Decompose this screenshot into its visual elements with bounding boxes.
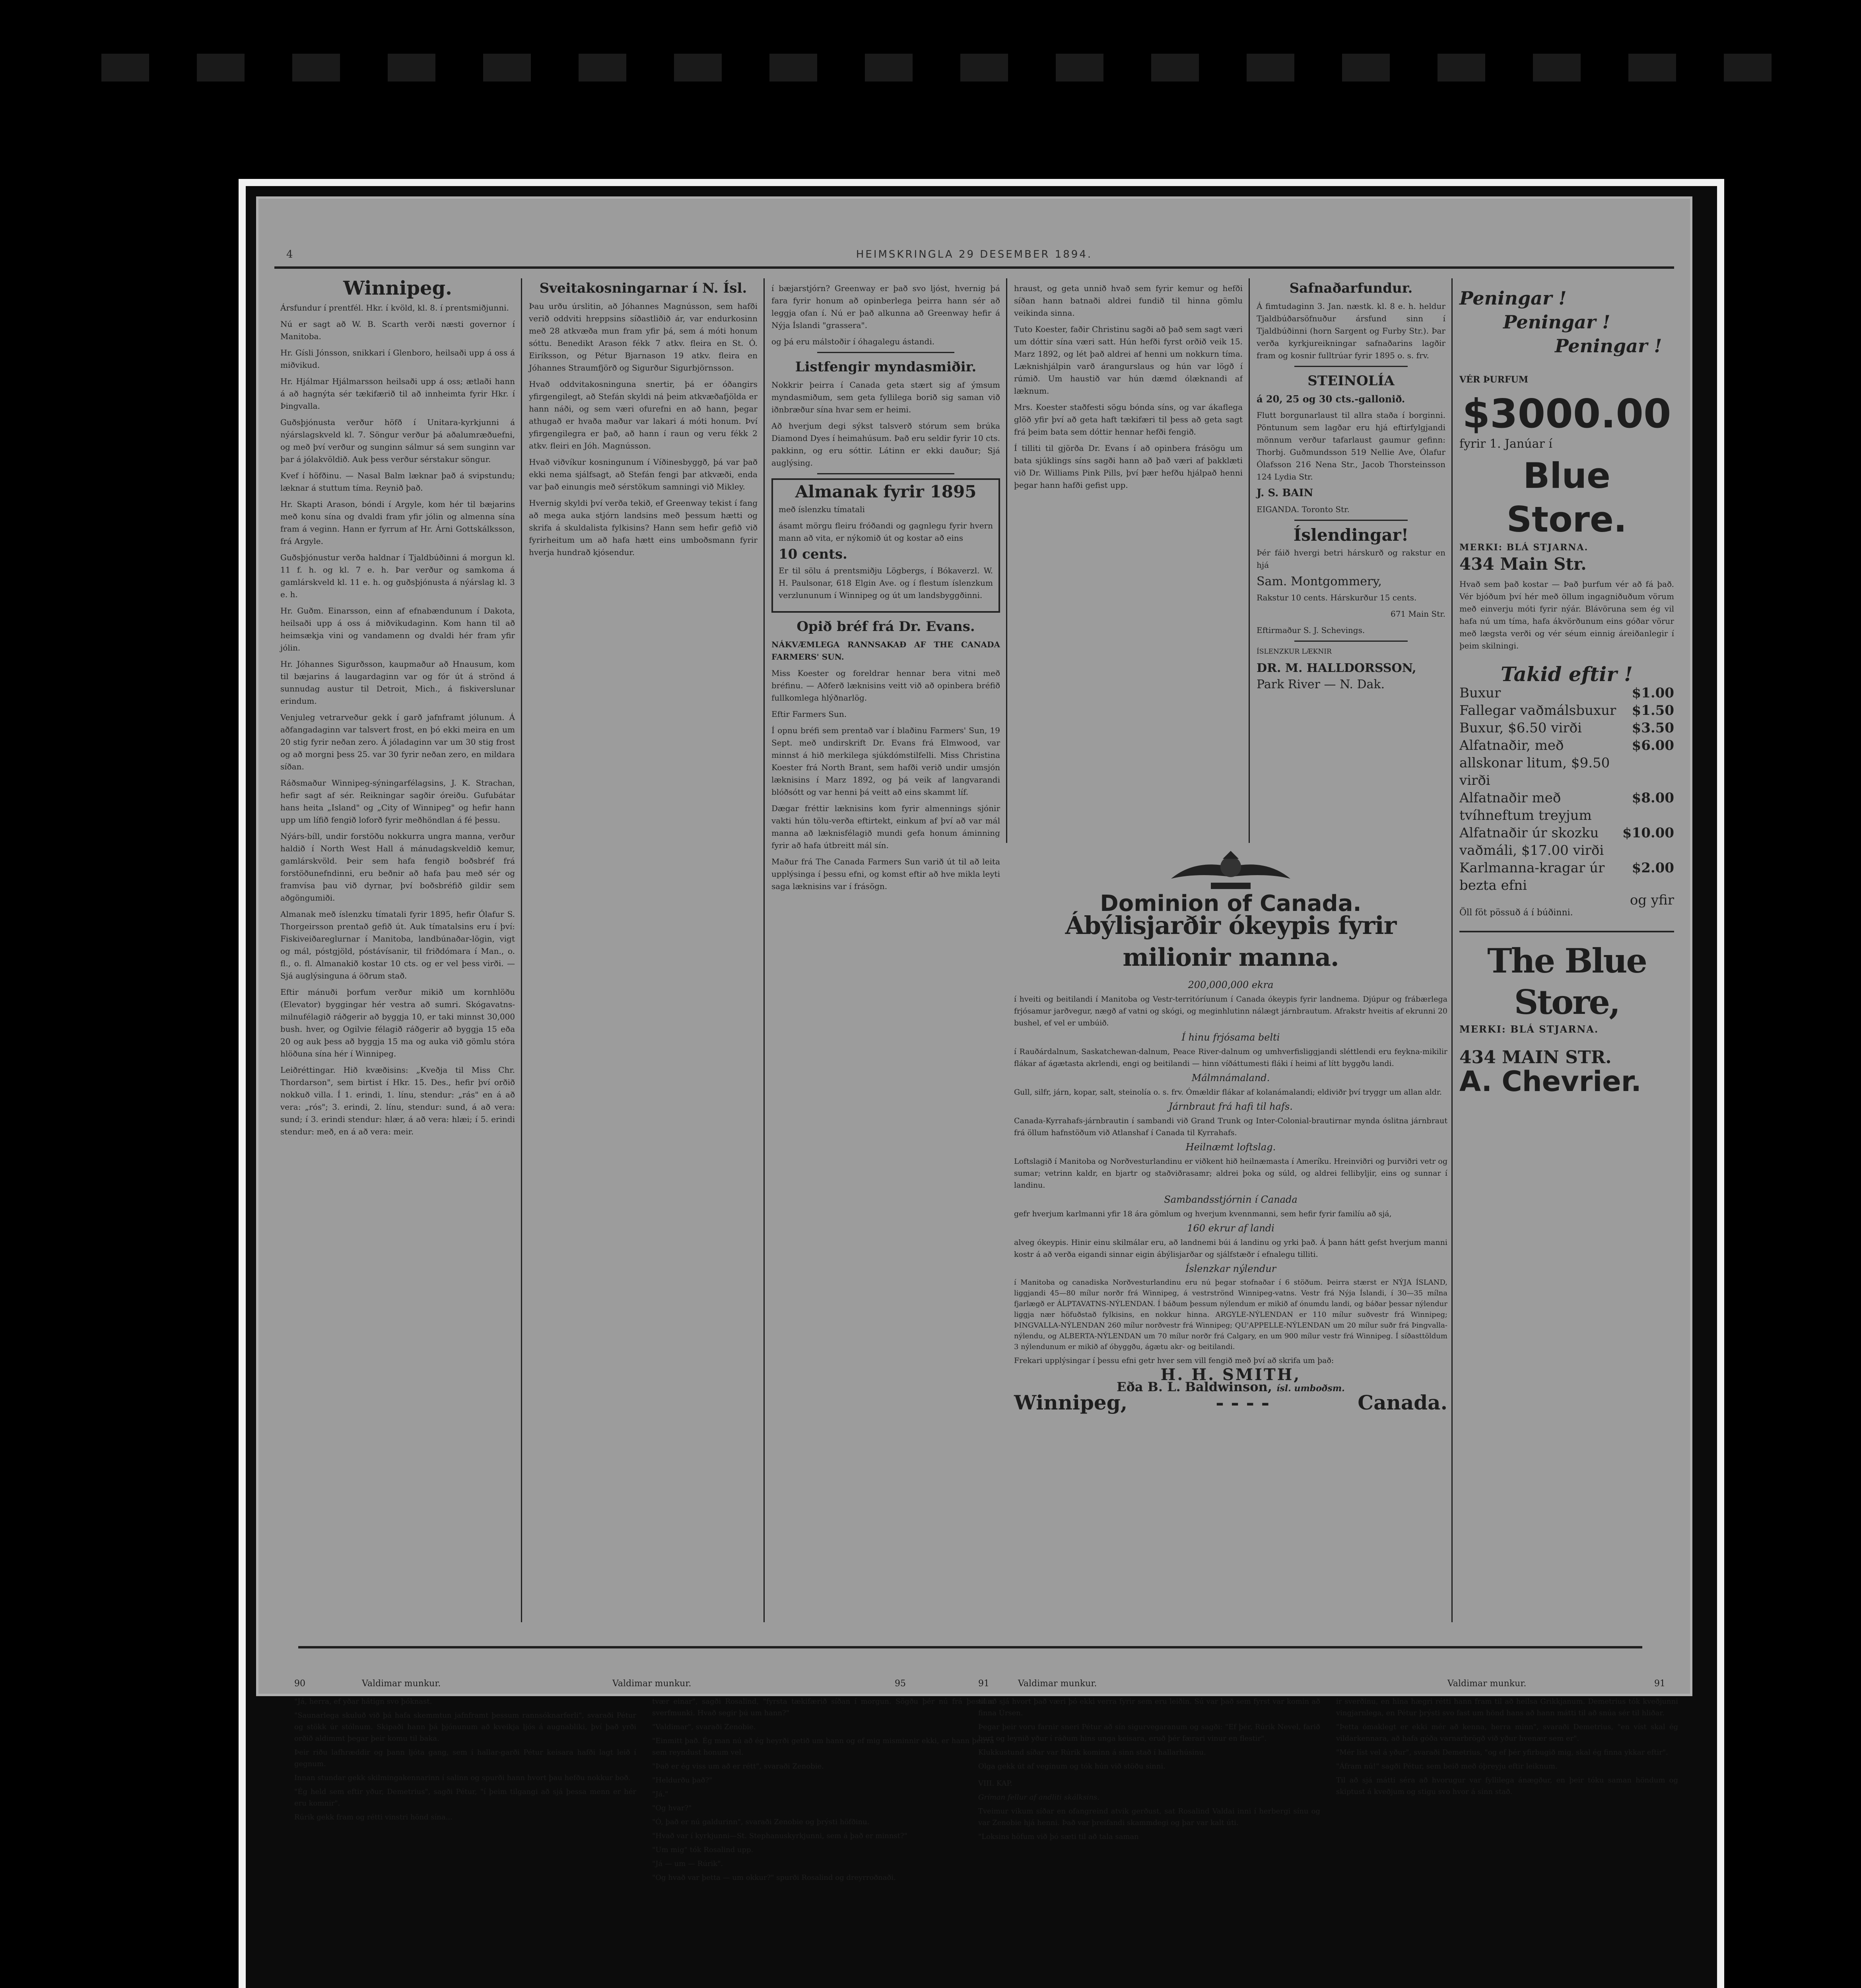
contact-name: Eða B. L. Baldwinson,: [1117, 1379, 1272, 1394]
peningar-line: Peningar !: [1459, 287, 1567, 309]
article-paragraph: Eftir Farmers Sun.: [771, 709, 847, 719]
price-item: Alfatnaðir með tvíhneftum treyjum: [1459, 790, 1592, 823]
book-column: [652, 1696, 994, 1886]
article-paragraph: Þau urðu úrslitin, að Jóhannes Magnússon, sem hafði verið oddviti hreppsins síðastliðið ár, var endurkosinn með 28 atkvæða mun fram yfir þá, sem á móti honum sóttu. Benedikt Arason fékk 7 atkv. fleira en St. Ó. Eiríksson, og Pétur Bjarnason 19 atkv. fleira en Jóhannes Straumfjörð og Sigurður Sigurbjörnsson.: [529, 301, 758, 373]
book-paragraph: "Ó, það er nú galdurinn", svaraði Zenobie og þrýsti höfðinu.: [652, 1818, 870, 1826]
book-paragraph: "Áfram nú!" sagði Pétur, sem beið með óþreyju eftir leiknum.: [1336, 1762, 1558, 1771]
notice-subtitle: á 20, 25 og 30 cts.-gallonið.: [1257, 393, 1405, 405]
ad-text: Canada-Kyrrahafs-járnbrautin í sambandi við Grand Trunk og Inter-Colonial-brautirnar mynda óslitna járnbraut frá öllum hafnstöðum við Atlanshaf í Canada til Kyrrahafs.: [1014, 1116, 1447, 1137]
price-value: $10.00: [1622, 825, 1674, 841]
news-item: Leiðréttingar. Hið kvæðisins: „Kveðja til Miss Chr. Thordarson", sem birtist í Hkr. 15. Des., hefir því orðið nokkuð villa. Í 1. erindi, 1. línu, stendur: „rás" en á að vera: „rós"; 3. erindi, 2. línu, stendur: sund, á að vera: sund; í 3. erindi stendur: hlær, á að vera: hlæi; í 5. erindi stendur: með, en á að vera: meir.: [280, 1065, 515, 1136]
coat-of-arms-icon: [1163, 851, 1298, 895]
price-value: $8.00: [1632, 790, 1674, 806]
book-paragraph: Til að sjá mátti séra að hvorugur var fyllilega ánægður, en þeir tóku saman höndum og skiptust á kveðjum og stigu svo hvor á sinn stað.: [1336, 1776, 1678, 1796]
price-row: [1459, 737, 1674, 789]
news-item: Eftir mánuði þorfum verður mikið um kornhlöðu (Elevator) byggingar hér vestra að sumri. Skógavatns-milnufélagið ráðgerir að byggja 10, er taki minnst 30,000 bush. hver, og Ogilvie félagið ráðgerir að byggja 15 eða 20 og auk þess að byggja 15 ma og auka við gömlu stóra hlöðuna sína hér í Winnipeg.: [280, 987, 515, 1058]
section-heading: Íslenzkar nýlendur: [1185, 1263, 1276, 1274]
article-paragraph: Maður frá The Canada Farmers Sun varið út til að leita upplýsinga í þessu efni, og komst eftir að hve mikla leyti saga læknisins var í frásögn.: [771, 857, 1000, 891]
article-paragraph: Í opnu bréfi sem prentað var í blaðinu Farmers' Sun, 19 Sept. með undirskrift Dr. Evans frá Elmwood, var minnst á hið merkilega sjúkdómstilfelli. Miss Christina Koester frá North Brant, sem hafði verið undir umsjón læknisins í Marz 1892, og þá veik af langvarandi blóðsótt og var henni þá veitt að eins skammt líf.: [771, 726, 1000, 797]
price-item: Alfatnaðir, með allskonar litum, $9.50 virði: [1459, 738, 1610, 788]
article-paragraph: og þá eru málstoðir í óhagalegu ástandi.: [771, 337, 935, 346]
news-item: Hr. Guðm. Einarsson, einn af efnabændunum í Dakota, heilsaði upp á oss á miðvikudaginn. Kom hann til að heimsækja vini og vandamenn og dvaldi hér fram yfir jólin.: [280, 606, 515, 652]
ad-label: VÉR ÞURFUM: [1459, 375, 1529, 385]
book-header: [978, 1678, 1686, 1690]
ad-title: Dominion of Canada.: [1100, 891, 1362, 916]
book-paragraph: "Þetta ómaklegt er ekki mér að kenna, herra minn", svaraði Demetrius, "en víst skal ég vildarkennara, að hafa góða varnarbrögð við yður hvenær sem er".: [1336, 1723, 1678, 1743]
ad-text: gefr hverjum karlmanni yfir 18 ára gömlum og hverjum kvennmanni, sem hefir fyrir familíu að sjá,: [1014, 1209, 1392, 1218]
news-item: Guðsþjónusta verður höfð í Unitara-kyrkjunni á nýárslagskveld kl. 7. Söngur verður þá aðalumræðuefni, og með því verður og sunginn sálmur sá sem sunginn var þar á jólakvöldið. Auk þess verður sérstakur söngur.: [280, 417, 515, 464]
divider: [1294, 641, 1408, 642]
book-title: Valdimar munkur.: [1447, 1679, 1527, 1689]
section-heading: Í hinu frjósama belti: [1181, 1032, 1280, 1043]
ad-text: Loftslagið í Manitoba og Norðvesturlandinu er viðkent hið heilnæmasta í Ameríku. Hreinviðri og þurviðri vetr og sumar; vetrinn kaldr, en bjartr og staðviðrasamr; aldrei þoka og súld, og aldrei fellibyljir, eins og sunnar í landinu.: [1014, 1157, 1447, 1190]
price-item: Buxur: [1459, 685, 1501, 701]
book-paragraph: "Já.": [652, 1790, 668, 1798]
notice-title: STEINOLÍA: [1307, 373, 1395, 389]
book-page-number: 91: [1654, 1679, 1665, 1689]
notice-address: Park River — N. Dak.: [1257, 678, 1385, 691]
price-item: Buxur, $6.50 virði: [1459, 720, 1582, 736]
column-sveitakosningar: [529, 282, 758, 563]
price-item: Karlmanna-kragar úr bezta efni: [1459, 860, 1605, 893]
book-column: [978, 1696, 1320, 1845]
notice-text: Eftirmaður S. J. Schevings.: [1257, 625, 1365, 635]
article-paragraph: Hvað oddvitakosninguna snertir, þá er óðangirs yfirgengilegt, að Stefán skyldi ná þeim atkvæðafjölda er hann náði, og sem væri ofurefni en að hann, þegar athugað er hvaða maður var lakari á móti honum. Því yfirgengilegra er það, að hann í raun og veru fékk 2 atkv. fleiri en Jóh. Magnússon.: [529, 379, 758, 450]
running-title: HEIMSKRINGLA 29 DESEMBER 1894.: [856, 248, 1093, 260]
news-item: Nýárs-bíll, undir forstöðu nokkurra ungra manna, verður haldið í North West Hall á mánudagskveldið kemur, gamlárskvöld. Þeir sem hafa fengið boðsbréf frá forstöðunefndinni, eru beðnir að hafa þau með sér og framvísa þau við dyrnar, því boðsbréfið gildir sem aðgöngumiði.: [280, 831, 515, 903]
section-heading: Málmnámaland.: [1191, 1072, 1270, 1083]
divider: [1294, 520, 1408, 521]
book-paragraph: "Og hvar?": [652, 1804, 692, 1812]
news-item: Nú er sagt að W. B. Scarth verði næsti governor í Manitoba.: [280, 319, 515, 341]
news-item: Hr. Skapti Arason, bóndi í Argyle, kom hér til bæjarins með konu sína og dvaldi fram yfir jólin og almenna sína fram á veginn. Hann er fyrrum af Hr. Árni Gottskálksson, frá Argyle.: [280, 499, 515, 546]
ad-text: Er til sölu á prentsmiðju Lögbergs, í Bókaverzl. W. H. Paulsonar, 618 Elgin Ave. og í flestum íslenzkum verzlununum í Winnipeg og út um landsbyggðinni.: [779, 566, 993, 600]
ad-headline: Ábýlisjarðir ókeypis fyrir milionir manna.: [1065, 911, 1397, 972]
book-paragraph: "Það er ég viss um að er rétt", svaraði Zenobie.: [652, 1762, 824, 1771]
book-paragraph: "Ég held sem eftir yður, Demetrius", sagði Pétur, "í þeim tilgangi að sjá þessa menn er hér eru komnir".: [294, 1788, 636, 1807]
page-number: 4: [286, 248, 293, 260]
chapter-subtitle: Gríman fellur af andliti skálksins.: [978, 1793, 1100, 1802]
header-rule: [274, 266, 1674, 269]
ad-subtitle: með íslenzku tímatali: [779, 505, 865, 514]
price-row: [1459, 824, 1674, 859]
column-divider: [1006, 278, 1007, 843]
film-perforation-top: [54, 54, 1807, 82]
book-paragraph: "Hvað var í kyrkjunni—St. Stephanuskyrkjunni, sem á það er minnst?": [652, 1832, 907, 1840]
notice-label: ÍSLENZKUR LÆKNIR: [1257, 648, 1332, 656]
news-item: Venjuleg vetrarveður gekk í garð jafnframt jólunum. Á aðfangadaginn var talsvert frost, en þó ekki meira en um 20 stig fyrir neðan zero. Á jóladaginn var um 30 stig frost og að morgni þess 25. var 30 fyrir neðan zero, en mildara síðan.: [280, 712, 515, 771]
book-paragraph: "Saunarlega skuluð við þá hafa skemmtun jafnframt þessum rannsóknarferli", svaraði Pétur og stökk úr stólnum. Skipaði hann þá þjónunum að kveikja ljós á augnabliki, því það yrði orðið aldimmt þegar þeir komu til baka.: [294, 1711, 636, 1743]
book-column: [1336, 1696, 1678, 1800]
column-3: [771, 282, 1000, 897]
book-paragraph: tvær einar", sagði Rosalind, "fyrsta tækifærið síðan í morgun. Sögðu þér nú frá þessum sverfmunki. Hvað segir þú um hann?": [652, 1697, 994, 1717]
notice-title: Íslendingar!: [1293, 525, 1409, 545]
article-paragraph: Hvernig skyldi því verða tekið, ef Greenway tekist í fang að mega auka stjórn landsins með þessum hætti og skrifa á skuldalista fylkisins? Hann sem hefir gefið við fyrirheitum um að hafa hætt eins umboðsmann fyrir hverja hundrað kjósendur.: [529, 498, 758, 557]
column-divider: [763, 278, 765, 1622]
price-value: $1.50: [1632, 703, 1674, 718]
book-title: Valdimar munkur.: [362, 1679, 441, 1689]
book-paragraph: Innan stundar gekk skilmingakennarinn í salinn og spurði hann hvort þau hefðu nokkur boð.: [294, 1774, 631, 1782]
book-paragraph: "Loksins höfum við þó sæti til að tala saman: [978, 1833, 1139, 1841]
price-note: og yfir: [1630, 892, 1674, 908]
column-divider: [1249, 278, 1250, 843]
newspaper-page: [258, 199, 1690, 1882]
bottom-rule: [298, 1646, 1642, 1648]
book-paragraph: ir sverðinu, en hina hægri rétti hann fram til að heilsa Grikkjanum. Demetrius tók kveðjunni vingjarnlega, en Pétur þrýsti svo fast um hönd hans að hann mátti til að snúa sér til hliðar.: [1336, 1697, 1678, 1717]
news-item: Hr. Jóhannes Sigurðsson, kaupmaður að Hnausum, kom til bæjarins á laugardaginn var og fór út á strönd á sunnudag austur til Detroit, Mich., á fiskiverslunar erindum.: [280, 659, 515, 706]
notice-text: Rakstur 10 cents. Hárskurður 15 cents.: [1257, 593, 1417, 602]
ad-text: Hvað sem það kostar — Það þurfum vér að fá það. Vér bjóðum því hér með öllum ingagniðuðum vörum með einverju móti fyrir nýár. Blávöruna sem ég vil hafa nú um tíma, hafa ákvörðunum eins góðar vörur með lægsta verði og vér séum einnig áreiðanlegir í þeim skilningi.: [1459, 579, 1674, 650]
article-paragraph: Í tilliti til gjörða Dr. Evans í að opinbera frásögu um bata sjúklings síns sagði hann að það væri af þakklæti við Dr. Williams Pink Pills, því þær hefðu hjálpað henni þegar hann hafði gefist upp.: [1014, 443, 1243, 490]
ad-acres: 200,000,000 ekra: [1188, 979, 1274, 990]
ad-text: Frekari upplýsingar í þessu efni getr hver sem vill fengið með því að skrifa um það:: [1014, 1356, 1334, 1365]
price-row: [1459, 789, 1674, 824]
peningar-line: Peningar !: [1555, 335, 1662, 357]
book-title: Valdimar munkur.: [612, 1679, 692, 1689]
book-paragraph: "Um mig" tók Rosalind upp.: [652, 1846, 754, 1854]
price-row: [1459, 719, 1674, 737]
city-name: Winnipeg,: [1014, 1391, 1128, 1414]
ad-heading: Takid eftir !: [1501, 662, 1633, 686]
book-page-number: 90: [294, 1679, 305, 1689]
column-5-notices: [1257, 282, 1445, 695]
book-title: Valdimar munkur.: [1018, 1679, 1097, 1689]
section-heading: Sambandsstjórnin í Canada: [1164, 1194, 1298, 1205]
book-column: [294, 1696, 636, 1825]
article-paragraph: Tuto Koester, faðir Christinu sagði að það sem sagt væri um dóttir sína væri satt. Hún hefði fyrst orðið veik 15. Marz 1892, og lét það aldrei af henni um nokkurn tíma. Læknishjálpin varð árangurslaus og hún var lögð í rúmið. Um haustið var hún dæmd ólæknandi af læknum.: [1014, 324, 1243, 396]
price-row: [1459, 684, 1674, 702]
notice-name: DR. M. HALLDORSSON,: [1257, 661, 1416, 675]
book-paragraph: Tveimur vikum síðar en ofangreind atvik gerðust, sat Rosalind Valdai inni í herbergi sínu og var Zenobie hjá henni. Það var þreifandi skammdegi og þar var kalt úti.: [978, 1807, 1320, 1827]
ad-text: í Manitoba og canadiska Norðvesturlandinu eru nú þegar stofnaðar í 6 stöðum. Þeirra stærst er NÝJA ÍSLAND, liggjandi 45—80 mílur norðr frá Winnipeg, á vestrströnd Winnipeg-vatns. Vestr frá Nýja Íslandi, í 30—35 mílna fjarlægð er ÁLPTAVATNS-NÝLENDAN. Í báðum þessum nýlendum er mikið af ónumdu landi, og báðar þessar nýlendur liggja nær höfuðstað fylkisins, en nokkur hinna. ARGYLE-NÝLENDAN er 110 mílur suðvestr frá Winnipeg; ÞINGVALLA-NÝLENDAN 260 mílur norðvestr frá Winnipeg; QU'APPELLE-NÝLENDAN um 20 mílur suðr frá Þingvalla-nýlendu, og ALBERTA-NÝLENDAN um 70 mílur norðr frá Calgary, en um 900 mílur vestr frá Winnipeg. Í síðasttöldum 3 nýlendunum er mikið af óbyggðu, ágætu akr- og beitilandi.: [1014, 1278, 1447, 1351]
contact-name: H. H. SMITH,: [1160, 1365, 1301, 1384]
price-value: $2.00: [1632, 860, 1674, 876]
news-item: Guðsþjónustur verða haldnar í Tjaldbúðinni á morgun kl. 11 f. h. og kl. 7 e. h. Þar verður og samkoma á gamlárskveld kl. 11 e. h. og guðsþjónusta á nýárslag kl. 3 e. h.: [280, 553, 515, 599]
news-item: Ársfundur í prentfél. Hkr. í kvöld, kl. 8. í prentsmiðjunni.: [280, 303, 509, 313]
section-heading: 160 ekrur af landi: [1187, 1223, 1274, 1234]
divider: [817, 473, 954, 474]
ad-amount: $3000.00: [1462, 390, 1671, 437]
price-list: [1459, 684, 1674, 919]
price-note: Öll föt pössuð á í búðinni.: [1459, 908, 1573, 918]
book-paragraph: Þegar þeir voru farnir sneri Pétur að sín sigurvegaranum og sagði: "Ef þér, Rúrik Nevel, farið burt og leynið yður í ráðum hins unga keisara, eruð þér færari vinur en flestir".: [978, 1723, 1320, 1743]
notice-text: Flutt borgunarlaust til allra staða í borginni. Pöntunum sem lagðar eru hjá eftirfylgjandi mönnum verður tafarlaust gaumur gefinn: Thorbj. Guðmundsson 519 Nellie Ave, Ólafur Ólafsson 216 Nena Str., Jacob Thorsteinsson 124 Lydia Str.: [1257, 410, 1445, 481]
store-address: 434 Main Str.: [1459, 554, 1587, 574]
column-divider: [521, 278, 522, 1622]
notice-address: 671 Main Str.: [1390, 609, 1445, 619]
book-paragraph: "Og hvað var þetta — um okkur?" spurði Rosalind og dreyrroðnaði.: [652, 1873, 896, 1882]
book-header: [294, 1678, 1002, 1690]
book-paragraph: "Mér líst vel á yður", svaraði Demetrius, "og ef þér yfirbugið mig, skal ég finna ykkar eftir".: [1336, 1748, 1668, 1757]
book-paragraph: Klukkustund síðar var Rúrik kominn á sinn stað í hallarhúsinu.: [978, 1748, 1206, 1757]
book-paragraph: til að sjá hvort það væri þó ekki verra fyrir sem eru leiðin. Sú var það sem fyrst var komin að finna Úrsen.: [978, 1697, 1320, 1717]
article-paragraph: í bæjarstjórn? Greenway er það svo ljóst, hvernig þá fara fyrir honum að opinberlega þeirra hann sér að leggja ofan í. Nú er það alkunna að Greenway hefir á Nýja Íslandi "grassera".: [771, 283, 1000, 330]
serial-novel-right: [978, 1678, 1686, 1980]
article-title: Listfengir myndasmiðir.: [795, 359, 977, 375]
notice-text: Þér fáið hvergi betri hárskurð og rakstur en hjá: [1257, 548, 1445, 570]
news-item: Hr. Hjálmar Hjálmarsson heilsaði upp á oss; ætlaði hann á að hagnýta sér tækifærið til að innheimta fyrir Hkr. í Þingvalla.: [280, 377, 515, 411]
article-paragraph: Nokkrir þeirra í Canada geta stært sig af ýmsum myndasmiðum, sem geta fyllilega borið sig saman við iðnbræður sína hvar sem er heimi.: [771, 380, 1000, 414]
notice-text: Á fimtudaginn 3. Jan. næstk. kl. 8 e. h. heldur Tjaldbúðarsöfnuður ársfund sinn í Tjaldbúðinni (horn Sargent og Furby Str.). Þar verða kyrkjureikningar safnaðarins lagðir fram og kosnir fulltrúar fyrir 1895 o. s. frv.: [1257, 301, 1445, 360]
store-mark: MERKI: BLÁ STJARNA.: [1459, 1023, 1599, 1035]
book-paragraph: "Einmitt það. Ég man nú að ég heyrði getið um hann og ef mig misminnir ekki, er hann þeirra sem reyndust honum vel.: [652, 1737, 994, 1757]
column-divider: [1451, 278, 1453, 1622]
store-name: The Blue Store,: [1487, 941, 1646, 1022]
article-title: Opið bréf frá Dr. Evans.: [796, 619, 975, 635]
column-6-blue-store-ad: [1459, 286, 1674, 1098]
book-paragraph: Þeir riðu lafhræddir og þann ljóta gang, sem í hallar-garði Pétur keisara hafði lagt leið í gegnum.: [294, 1748, 636, 1768]
article-paragraph: hraust, og geta unnið hvað sem fyrir kemur og hefði síðan hann batnaði aldrei fundið til hinna gömlu veikinda sinna.: [1014, 283, 1243, 318]
store-address: 434 MAIN STR.: [1459, 1047, 1612, 1068]
price-row: [1459, 859, 1674, 894]
book-paragraph: "Já, herra, ef yðar hátign svo þóknast.: [294, 1697, 432, 1706]
column-winnipeg: [280, 277, 515, 1142]
ad-text: Gull, silfr, járn, kopar, salt, steinolía o. s. frv. Ómældir flákar af kolanámalandi; eldiviðr því tryggr um allan aldr.: [1014, 1088, 1442, 1097]
book-paragraph: Rúrik gekk fram og rétti vinstri hönd sína...: [294, 1813, 453, 1821]
article-paragraph: Dægar fréttir læknisins kom fyrir almennings sjónir vakti hún tölu-verða eftirtekt, einkum af því að var mál manna að læknisfélagið mundi gefa honum áminning fyrir að hafa útbreitt mál sín.: [771, 804, 1000, 850]
article-paragraph: Hvað viðvíkur kosningunum í Víðinesbyggð, þá var það ekki nema sjálfsagt, að Stefán fengi þar atkvæði, enda var það einungis með sérstökum samningi við Mikley.: [529, 457, 758, 491]
separator-dashes: - - - -: [1216, 1391, 1270, 1414]
ad-title: Almanak fyrir 1895: [795, 482, 977, 501]
serial-novel-left: [294, 1678, 1002, 1980]
peningar-line: Peningar !: [1503, 311, 1610, 333]
book-paragraph: "Já — um — Rúrik".: [652, 1860, 723, 1868]
news-item: Kvef í höfðinu. — Nasal Balm læknar það á svipstundu; læknar á stuttum tíma. Reynið það.: [280, 471, 515, 493]
price-value: $1.00: [1632, 685, 1674, 701]
column-title: Winnipeg.: [343, 277, 452, 299]
price-row: [1459, 702, 1674, 719]
article-subtitle: NÁKVÆMLEGA RANNSAKAÐ AF THE CANADA FARMERS' SUN.: [771, 640, 1000, 662]
article-paragraph: Að hverjum degi sýkst talsverð stórum sem brúka Diamond Dyes í heimahúsum. Það eru seldir fyrir 10 cts. pakkinn, og eru sóttir. Látinn er ekki dauður; Sjá auglýsing.: [771, 421, 1000, 468]
book-page-number: 95: [895, 1679, 906, 1689]
news-item: Almanak með íslenzku tímatali fyrir 1895, hefir Ólafur S. Thorgeirsson prentað gefið út. Auk tímatalsins eru í því: Fiskiveiðareglurnar í Manitoba, landbúnaðar-lögin, vigt og mál, póstgjöld, póstávísanir, til friðdómara í Man., o. fl., o. fl. Almanakið kostar 10 cts. og er vel þess virði. — Sjá auglýsinguna á öðrum stað.: [280, 909, 515, 980]
price-value: $6.00: [1632, 738, 1674, 753]
ad-text: ásamt mörgu fleiru fróðandi og gagnlegu fyrir hvern mann að vita, er nýkomið út og kostar að eins: [779, 521, 993, 543]
article-paragraph: Mrs. Koester staðfesti sögu bónda síns, og var ákaflega glöð yfir því að geta haft tækifæri til þess að geta sagt frá þeim bata sem dóttir hennar hefði fengið.: [1014, 402, 1243, 437]
price-value: $3.50: [1632, 720, 1674, 736]
store-owner: A. Chevrier.: [1459, 1065, 1641, 1098]
book-page-number: 91: [978, 1679, 989, 1689]
news-item: Hr. Gísli Jónsson, snikkari í Glenboro, heilsaði upp á oss á miðvikud.: [280, 348, 515, 370]
book-paragraph: "Valdimar", svaraði Zenobie.: [652, 1723, 756, 1731]
ad-text: fyrir 1. Janúar í: [1459, 437, 1552, 451]
divider: [1294, 366, 1408, 367]
almanak-ad: [771, 478, 1000, 613]
chapter-heading: VIII. KAP.: [978, 1779, 1012, 1788]
notice-name: Sam. Montgommery,: [1257, 575, 1382, 588]
divider: [817, 352, 954, 353]
notice-title: Safnaðarfundur.: [1289, 280, 1413, 296]
ad-price: 10 cents.: [779, 546, 847, 562]
book-paragraph: Olga gekk út af veginum og tók hún við stöðu sinni.: [978, 1762, 1166, 1771]
store-mark: MERKI: BLÁ STJARNA.: [1459, 542, 1589, 553]
section-heading: Járnbraut frá hafi til hafs.: [1169, 1101, 1293, 1112]
article-title: Sveitakosningarnar í N. Ísl.: [539, 280, 747, 296]
news-item: Ráðsmaður Winnipeg-sýningarfélagsins, J. K. Strachan, hefir sagt af sér. Reikningar sagðir óreiðu. Gufubátar hans heita „Island" og „City of Winnipeg" og hefir hann upp um lífið fengið loforð fyrir meðhöndlan á fé þessu.: [280, 778, 515, 825]
contact-title: ísl. umboðsm.: [1276, 1383, 1345, 1394]
notice-signature: J. S. BAIN: [1257, 487, 1313, 499]
ad-text: alveg ókeypis. Hinir einu skilmálar eru, að landnemi búi á landinu og yrki það. Á þann hátt gefst hverjum manni kostr á að verða eigandi sinnar eigin ábýlisjarðar og sjálfstæðr í efnalegu tilliti.: [1014, 1238, 1447, 1259]
store-name: Blue Store.: [1506, 455, 1627, 540]
article-paragraph: Miss Koester og foreldrar hennar bera vitni með bréfinu. — Aðferð læknisins veitt við að opinbera bréfið fullkomlega hlýðnarlög.: [771, 668, 1000, 703]
notice-text: EIGANDA. Toronto Str.: [1257, 505, 1350, 514]
column-4: [1014, 282, 1243, 839]
book-paragraph: "Heldurðu það?": [652, 1776, 713, 1784]
price-item: Fallegar vaðmálsbuxur: [1459, 703, 1616, 718]
dominion-of-canada-ad: [1014, 851, 1447, 1626]
country-name: Canada.: [1358, 1391, 1447, 1414]
ad-text: í Rauðárdalnum, Saskatchewan-dalnum, Peace River-dalnum og umhverfisliggjandi sléttlendi eru feykna-mikilir flákar af ágætasta akrlendi, engi og beitilandi — hinn víðáttumesti fláki í heimi af lítt byggðu landi.: [1014, 1047, 1447, 1068]
ad-text: í hveiti og beitilandi í Manitoba og Vestr-territóríunum í Canada ókeypis fyrir landnema. Djúpur og frábærlega frjósamur jarðvegur, nægð af vatni og skógi, og meginhlutinn nálægt járnbrautum. Afrakstr hveitis af ekrunni 20 bushel, ef vel er umbúið.: [1014, 995, 1447, 1027]
section-heading: Heilnæmt loftslag.: [1185, 1142, 1276, 1153]
price-item: Alfatnaðir úr skozku vaðmáli, $17.00 virði: [1459, 825, 1604, 858]
